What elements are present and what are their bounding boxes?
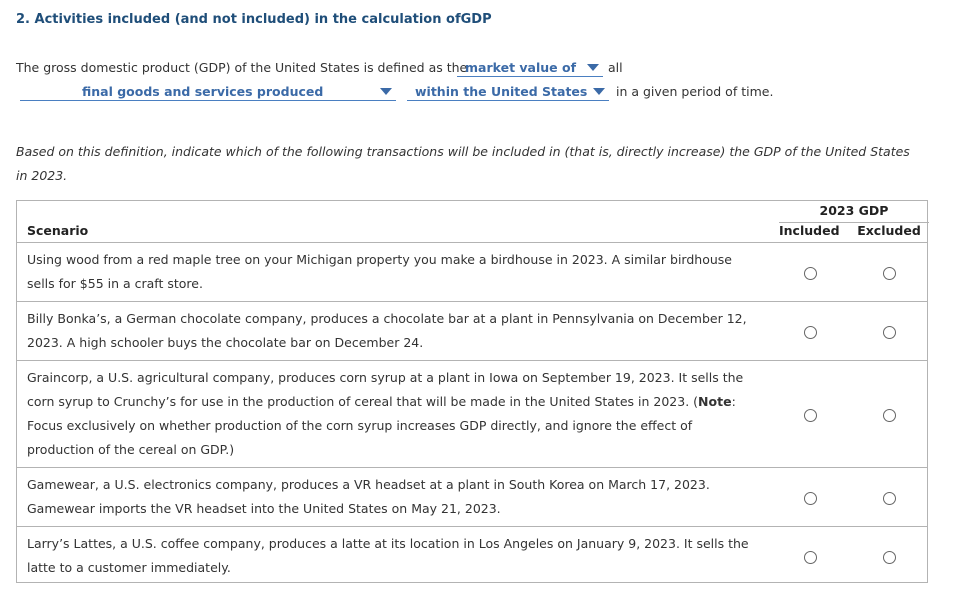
instruction-text: Based on this definition, indicate which of the following transactions will be included in (that is, directly increase) the GDP of the United States in 2023. <box>16 144 910 183</box>
excluded-radio[interactable] <box>883 492 896 505</box>
gdp-group-header: 2023 GDP <box>779 201 929 223</box>
scenario-text: Larry’s Lattes, a U.S. coffee company, produces a latte at its location in Los Angeles on January 9, 2023. It sells the latte to a customer immediately. <box>27 536 749 575</box>
included-radio[interactable] <box>804 267 817 280</box>
dropdown-final-goods[interactable] <box>20 82 396 101</box>
scenario-text: Using wood from a red maple tree on your Michigan property you make a birdhouse in 2023. A similar birdhouse sells for $55 in a craft store. <box>27 252 732 291</box>
scenario-text <box>27 366 762 462</box>
scenario-text-part-b: : Focus exclusively on whether production of the corn syrup increases GDP directly, and ignore the effect of production of the cereal on GDP.) <box>27 394 736 457</box>
included-header: Included <box>779 223 840 238</box>
question-title: 2. Activities included (and not included) in the calculation ofGDP <box>16 12 492 27</box>
note-label: Note <box>698 394 732 409</box>
chevron-down-icon <box>593 88 605 95</box>
scenario-table <box>16 200 928 583</box>
scenario-text: Billy Bonka’s, a German chocolate company, produces a chocolate bar at a plant in Pennsylvania on December 12, 2023. A high schooler buys the chocolate bar on December 24. <box>27 311 747 350</box>
dropdown-within-us[interactable] <box>407 82 609 101</box>
table-row <box>17 360 927 468</box>
definition-suffix: in a given period of time. <box>616 84 774 99</box>
table-row <box>17 301 927 361</box>
excluded-radio[interactable] <box>883 326 896 339</box>
dropdown-within-us-value: within the United States <box>415 83 588 99</box>
scenario-text-part-a: Graincorp, a U.S. agricultural company, produces corn syrup at a plant in Iowa on September 19, 2023. It sells the corn syrup to Crunchy’s for use in the production of cereal that will be made in the United States in 2023. ( <box>27 370 744 409</box>
included-radio[interactable] <box>804 409 817 422</box>
table-row <box>17 467 927 527</box>
excluded-radio[interactable] <box>883 551 896 564</box>
excluded-radio[interactable] <box>883 267 896 280</box>
table-row <box>17 526 927 584</box>
definition-all: all <box>608 60 623 75</box>
dropdown-market-value-value: market value of <box>465 59 577 75</box>
scenario-header: Scenario <box>27 223 89 238</box>
definition-prefix: The gross domestic product (GDP) of the United States is defined as the <box>16 60 468 75</box>
excluded-radio[interactable] <box>883 409 896 422</box>
chevron-down-icon <box>587 64 599 71</box>
dropdown-final-goods-value: final goods and services produced <box>82 83 324 99</box>
included-radio[interactable] <box>804 492 817 505</box>
table-row <box>17 242 927 302</box>
chevron-down-icon <box>380 88 392 95</box>
dropdown-market-value[interactable] <box>457 58 603 77</box>
included-radio[interactable] <box>804 326 817 339</box>
included-radio[interactable] <box>804 551 817 564</box>
scenario-text: Gamewear, a U.S. electronics company, produces a VR headset at a plant in South Korea on March 17, 2023. Gamewear imports the VR headset into the United States on May 21, 2023. <box>27 477 710 516</box>
excluded-header: Excluded <box>857 223 921 238</box>
